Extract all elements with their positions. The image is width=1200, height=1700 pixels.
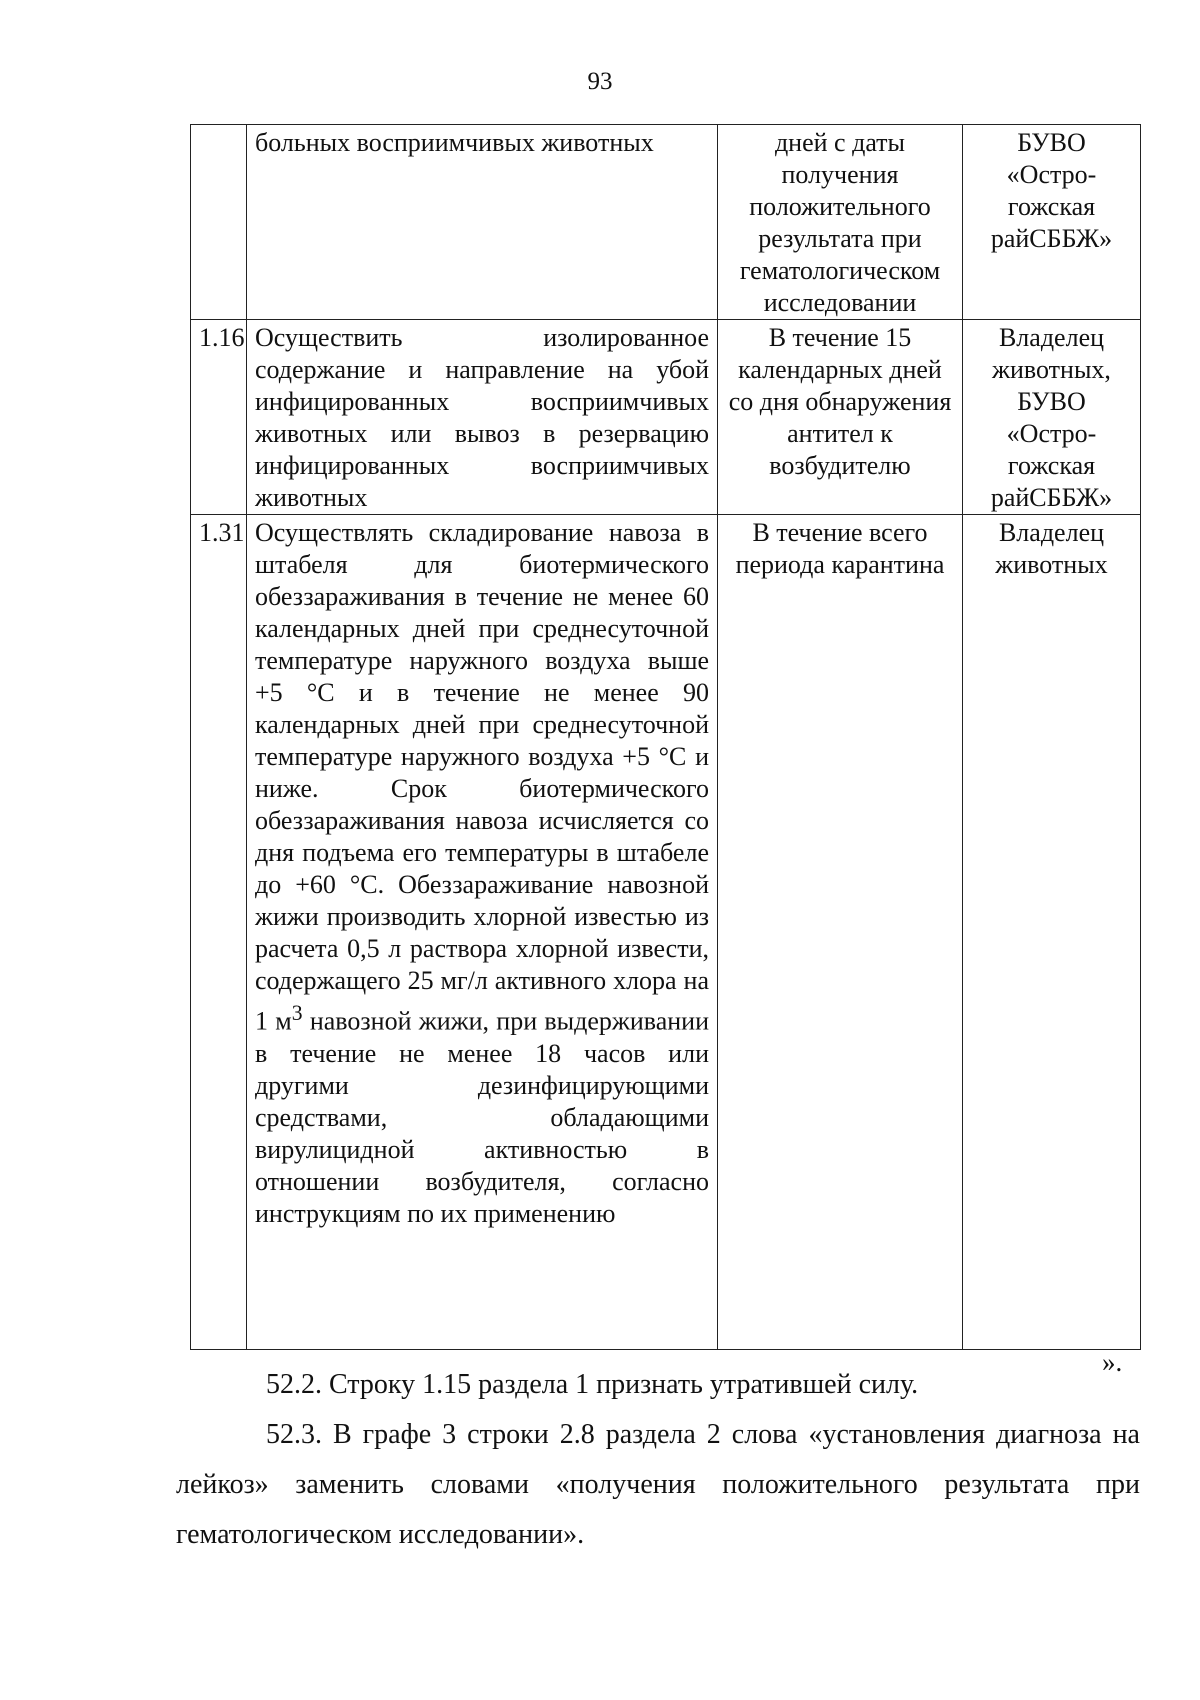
row-number bbox=[191, 125, 247, 320]
responsible-party: БУВО «Остро-гожская райСББЖ» bbox=[963, 125, 1141, 320]
responsible-party: Владелец животных, БУВО «Остро-гожская райСББЖ» bbox=[963, 320, 1141, 515]
measures-table bbox=[190, 124, 1141, 1350]
closing-quote: ». bbox=[1102, 1347, 1123, 1377]
row-number: 1.31 bbox=[191, 515, 247, 1350]
responsible-party: Владелец животных bbox=[963, 515, 1141, 1350]
table-row bbox=[191, 320, 1141, 515]
measure-term: В течение 15 календарных дней со дня обнаружения антител к возбудителю bbox=[718, 320, 963, 515]
description-text: Осуществлять складирование навоза в штабеля для биотермического обеззараживания в течение не менее 60 календарных дней при среднесуточной температуре наружного воздуха выше +5 °С и в течение не менее 90 календарных дней при среднесуточной температуре наружного воздуха +5 °С и ниже. Срок биотермического обеззараживания навоза исчисляется со дня подъема его температуры в штабеле до +60 °С. Обеззараживание навозной жижи производить хлорной известью из расчета 0,5 л раствора хлорной извести, содержащего 25 мг/л активного хлора на 1 м bbox=[255, 518, 709, 1036]
measure-term: В течение всего периода карантина bbox=[718, 515, 963, 1350]
measure-description: больных восприимчивых животных bbox=[247, 125, 718, 320]
table-row bbox=[191, 125, 1141, 320]
page-number: 93 bbox=[587, 68, 613, 95]
paragraph-52-2: 52.2. Строку 1.15 раздела 1 признать утратившей силу. bbox=[266, 1369, 919, 1400]
table-row bbox=[191, 515, 1141, 1350]
paragraph-52-3: 52.3. В графе 3 строки 2.8 раздела 2 слова «установления диагноза на лейкоз» заменить словами «получения положительного результата при гематологическом исследовании». bbox=[176, 1419, 1140, 1550]
measure-term: дней с даты получения положительного результата при гематологическом исследовании bbox=[718, 125, 963, 320]
row-number: 1.16 bbox=[191, 320, 247, 515]
measure-description bbox=[247, 515, 718, 1350]
measure-description: Осуществить изолированное содержание и направление на убой инфицированных восприимчивых животных или вывоз в резервацию инфицированных восприимчивых животных bbox=[247, 320, 718, 515]
description-text-continued: навозной жижи, при выдерживании в течение не менее 18 часов или другими дезинфицирующими средствами, обладающими вирулицидной активностью в отношении возбудителя, согласно инструкциям по их применению bbox=[255, 1006, 710, 1228]
superscript-cubed: 3 bbox=[291, 1001, 303, 1025]
